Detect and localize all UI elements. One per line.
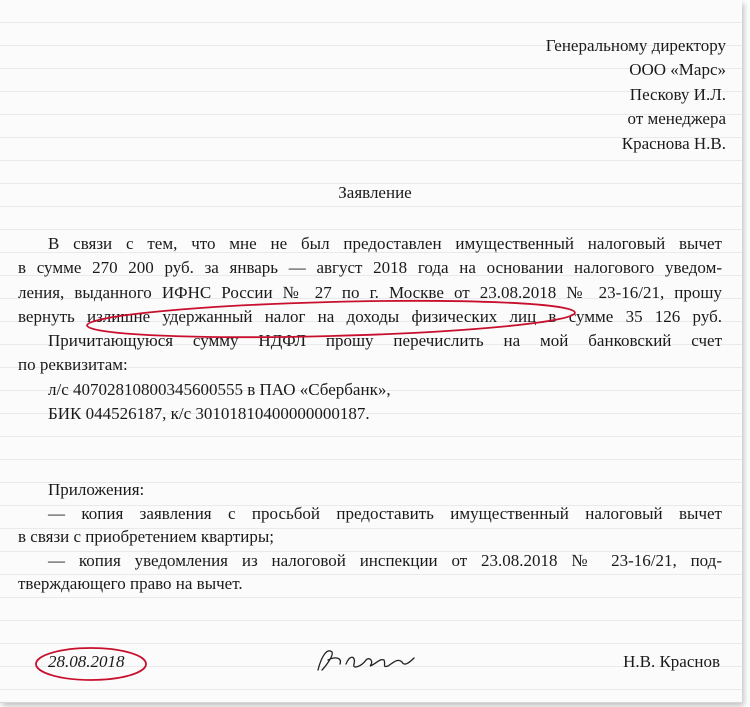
addressee-company: ООО «Марс» [629,60,726,80]
body-line: в сумме 270 200 руб. за январь — август 2018 года на основании налогового уведом- [18,258,722,278]
body-line: вернуть излишне удержанный налог на доходы физических лиц в сумме 35 126 руб. [18,306,722,326]
addressee-name: Пескову И.Л. [629,84,726,104]
signature [310,640,430,680]
body-line: Причитающуюся сумму НДФЛ прошу перечислить на мой банковский счет [48,331,722,351]
addressee-position: Генеральному директору [545,36,726,55]
body-line: ления, выданного ИФНС России № 27 по г. Москве от 23.08.2018 № 23-16/21, прошу [18,282,722,302]
statement-body [18,232,722,426]
body-line: В связи с тем, что мне не был предоставлен имущественный налоговый вычет [48,234,722,253]
attachment-line: тверждающего право на вычет. [18,574,243,594]
signatory-name: Н.В. Краснов [623,652,720,671]
addressee-block [546,34,726,156]
sender-name: Краснова Н.В. [621,133,726,153]
attachments-heading: Приложения: [48,480,145,499]
body-line: по реквизитам: [18,355,128,375]
attachments-block [18,478,722,596]
bank-bik-line: БИК 044526187, к/с 30101810400000000187. [48,404,370,424]
attachment-line: — копия заявления с просьбой предоставить имущественный налоговый вычет [48,503,722,523]
document-date: 28.08.2018 [48,652,125,671]
bank-account-line: л/с 40702810800345600555 в ПАО «Сбербанк», [48,379,391,399]
sender-position: от менеджера [627,109,726,129]
attachment-line: в связи с приобретением квартиры; [18,527,274,547]
document-title: Заявление [338,183,412,202]
attachment-line: — копия уведомления из налоговой инспекции от 23.08.2018 № 23-16/21, под- [48,550,722,570]
